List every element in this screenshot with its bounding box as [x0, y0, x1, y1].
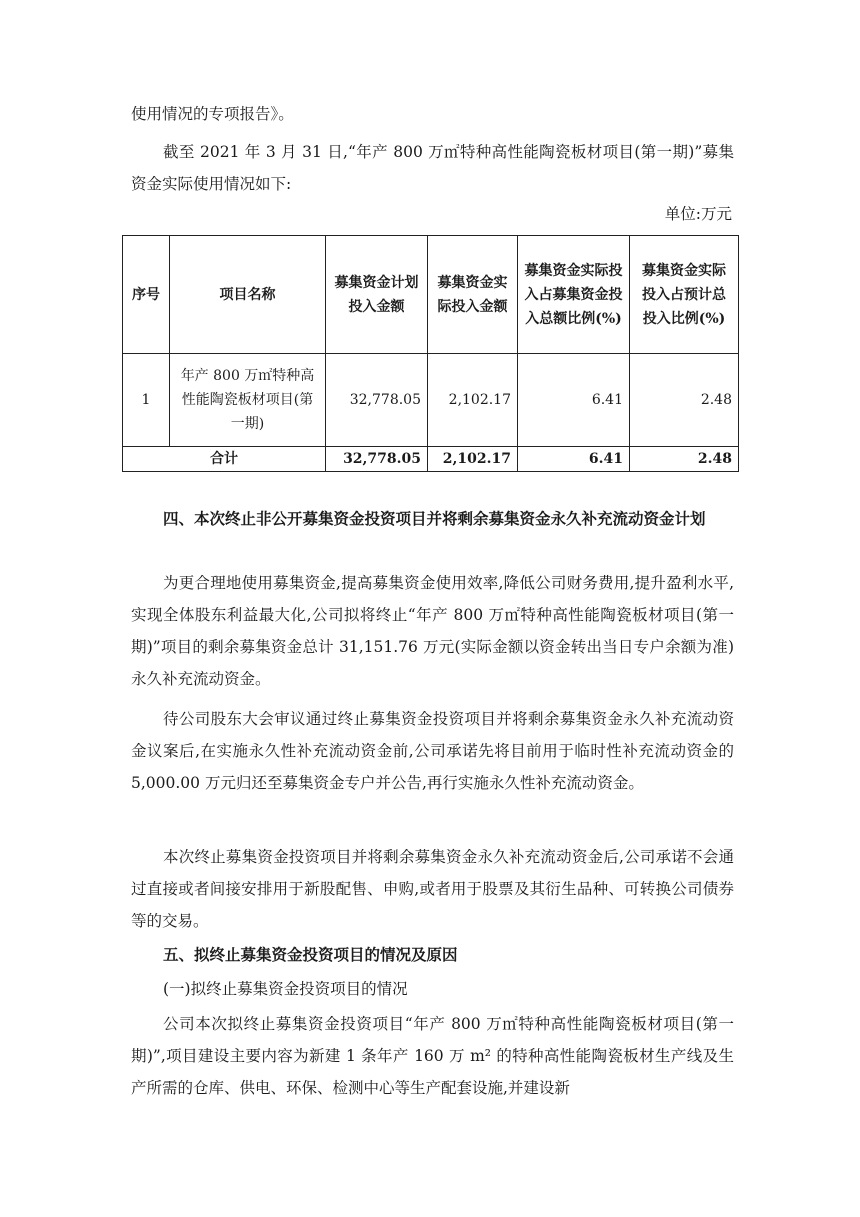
cell-planned-amount: 32,778.05	[326, 354, 428, 447]
intro-line-1: 使用情况的专项报告》。	[131, 105, 294, 123]
section-4-paragraph-2: 待公司股东大会审议通过终止募集资金投资项目并将剩余募集资金永久补充流动资金议案后,在实施永久性补充流动资金前,公司承诺先将目前用于临时性补充流动资金的 5,000.00 万元归还至募集资金专户并公告,再行实施永久性补充流动资金。	[131, 710, 734, 792]
total-label: 合计	[123, 447, 326, 472]
cell-ratio-of-raised: 6.41	[518, 354, 630, 447]
section-5-paragraph-1: 公司本次拟终止募集资金投资项目“年产 800 万㎡特种高性能陶瓷板材项目(第一期)”,项目建设主要内容为新建 1 条年产 160 万 m² 的特种高性能陶瓷板材生产线及生产所需的仓库、供电、环保、检测中心等生产配套设施,并建设新	[131, 1015, 734, 1097]
header-index: 序号	[123, 236, 170, 354]
section-4-paragraph-3: 本次终止募集资金投资项目并将剩余募集资金永久补充流动资金后,公司承诺不会通过直接或者间接安排用于新股配售、申购,或者用于股票及其衍生品种、可转换公司债券等的交易。	[131, 848, 734, 930]
cell-actual-amount: 2,102.17	[428, 354, 518, 447]
total-planned-amount: 32,778.05	[326, 447, 428, 472]
header-actual-amount: 募集资金实际投入金额	[428, 236, 518, 354]
table-header-row	[123, 236, 739, 354]
cell-ratio-of-estimated: 2.48	[630, 354, 739, 447]
section-4-paragraph-1: 为更合理地使用募集资金,提高募集资金使用效率,降低公司财务费用,提升盈利水平,实现全体股东利益最大化,公司拟将终止“年产 800 万㎡特种高性能陶瓷板材项目(第一期)”项目的剩余募集资金总计 31,151.76 万元(实际金额以资金转出当日专户余额为准)永久补充流动资金。	[131, 574, 734, 688]
total-actual-amount: 2,102.17	[428, 447, 518, 472]
section-5-subheading-1: (一)拟终止募集资金投资项目的情况	[163, 980, 408, 998]
table-total-row	[123, 447, 739, 472]
total-ratio-of-raised: 6.41	[518, 447, 630, 472]
unit-label: 单位:万元	[664, 205, 732, 223]
header-planned-amount: 募集资金计划投入金额	[326, 236, 428, 354]
intro-line-2: 截至 2021 年 3 月 31 日,“年产 800 万㎡特种高性能陶瓷板材项目(第一期)”募集资金实际使用情况如下:	[131, 143, 734, 193]
section-5-heading: 五、拟终止募集资金投资项目的情况及原因	[163, 945, 458, 964]
header-project-name: 项目名称	[170, 236, 326, 354]
section-4-heading: 四、本次终止非公开募集资金投资项目并将剩余募集资金永久补充流动资金计划	[163, 509, 706, 528]
table-row	[123, 354, 739, 447]
header-ratio-of-estimated: 募集资金实际投入占预计总投入比例(%)	[630, 236, 739, 354]
total-ratio-of-estimated: 2.48	[630, 447, 739, 472]
cell-project-name: 年产 800 万㎡特种高性能陶瓷板材项目(第一期)	[170, 354, 326, 447]
cell-index: 1	[123, 354, 170, 447]
fund-usage-table	[122, 235, 739, 472]
header-ratio-of-raised: 募集资金实际投入占募集资金投入总额比例(%)	[518, 236, 630, 354]
